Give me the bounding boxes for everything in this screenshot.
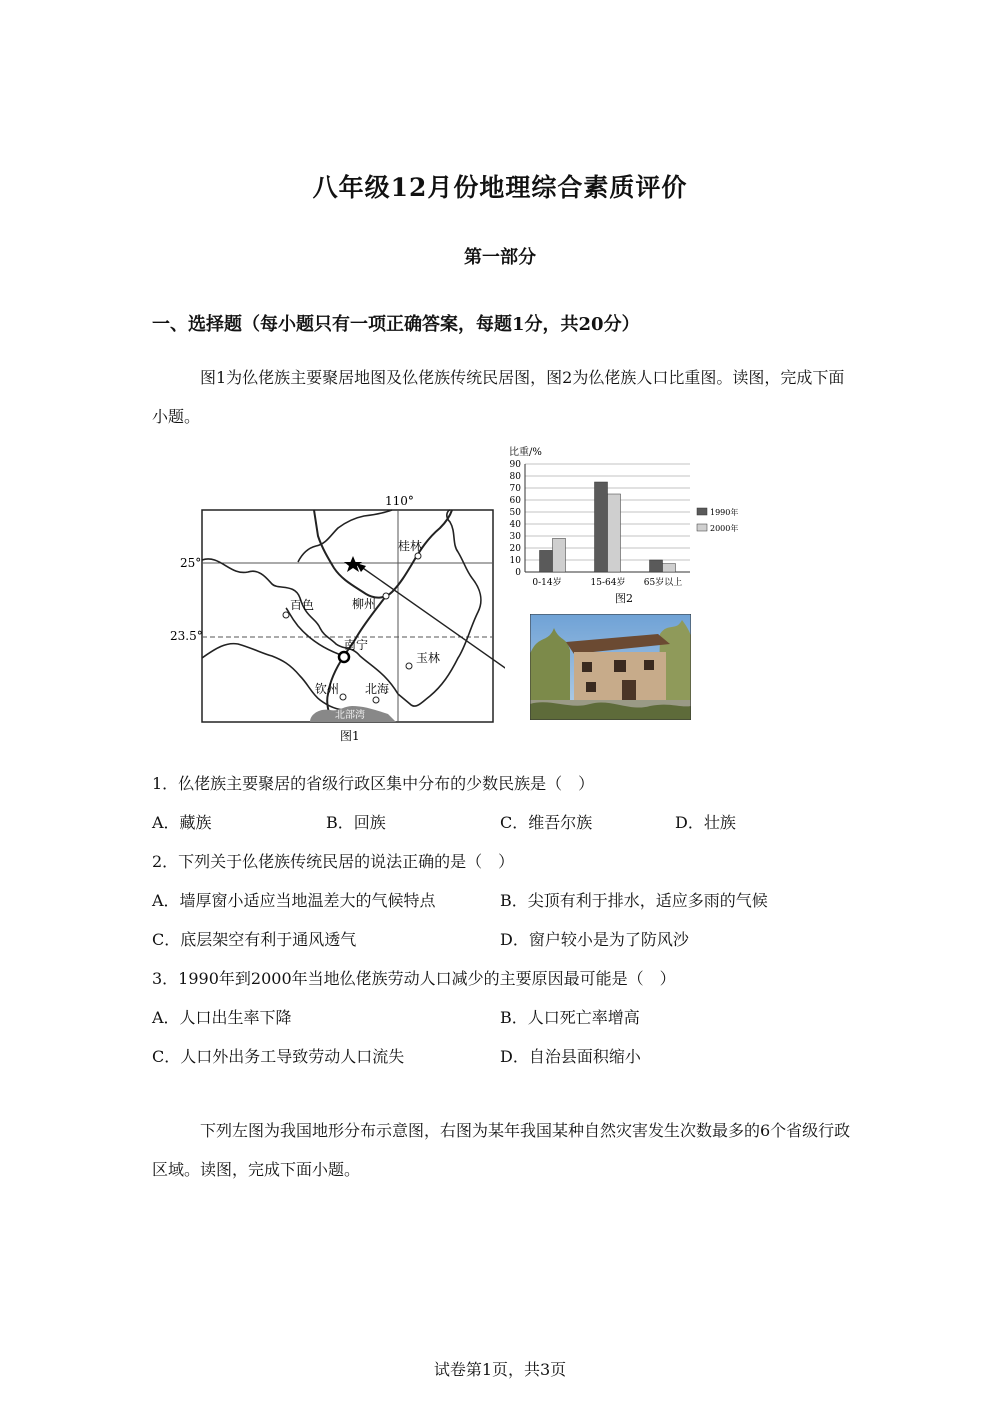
- page-title: 八年级12月份地理综合素质评价: [312, 173, 688, 202]
- figure-1-caption: 图1: [340, 729, 360, 743]
- map-frame: [202, 510, 493, 722]
- q2-option-b[interactable]: B．尖顶有利于排水，适应多雨的气候: [500, 891, 768, 910]
- figure-2-chart: [505, 442, 750, 610]
- y-tick: 30: [509, 532, 521, 542]
- bar-1990-2: [650, 560, 663, 572]
- q1-option-d[interactable]: D．壮族: [675, 813, 736, 832]
- y-tick: 50: [509, 508, 521, 518]
- city-label-qinzhou: 钦州: [315, 682, 340, 696]
- q3-option-c[interactable]: C．人口外出务工导致劳动人口流失: [152, 1047, 405, 1066]
- y-tick-labels: [510, 460, 522, 578]
- figure-1-map: [160, 488, 505, 748]
- q3-option-b[interactable]: B．人口死亡率增高: [500, 1008, 640, 1027]
- q1-option-a[interactable]: A．藏族: [152, 813, 212, 832]
- city-dot-yulin: [406, 663, 412, 669]
- bar-2000-1: [608, 494, 621, 572]
- q2-option-c[interactable]: C．底层架空有利于通风透气: [152, 930, 357, 949]
- city-label-baise: 百色: [290, 598, 315, 612]
- y-tick: 40: [509, 520, 521, 530]
- lat-label-25: 25°: [180, 556, 202, 570]
- y-tick: 60: [509, 496, 521, 506]
- x-tick-label: 15-64岁: [590, 578, 626, 588]
- q1-option-b[interactable]: B．回族: [326, 813, 386, 832]
- city-label-beihai: 北海: [365, 682, 390, 696]
- chart-bars: [540, 482, 676, 572]
- q2-option-d[interactable]: D．窗户较小是为了防风沙: [500, 930, 689, 949]
- city-dot-liuzhou: [383, 593, 389, 599]
- question-2-stem: 2．下列关于仫佬族传统民居的说法正确的是（ ）: [152, 852, 515, 871]
- city-dot-beihai: [373, 697, 379, 703]
- bar-2000-0: [553, 538, 566, 572]
- figure-2-caption: 图2: [615, 592, 633, 605]
- part-heading: 第一部分: [464, 247, 536, 268]
- q1-option-c[interactable]: C．维吾尔族: [500, 813, 593, 832]
- city-label-guilin: 桂林: [398, 539, 423, 553]
- y-tick: 80: [509, 472, 521, 482]
- page-footer: 试卷第1页，共3页: [433, 1360, 567, 1379]
- bar-2000-2: [663, 564, 676, 572]
- intro-paragraph-2: 下列左图为我国地形分布示意图，右图为某年我国某种自然灾害发生次数最多的6个省级行政区域。读图，完成下面小题。: [152, 1121, 851, 1179]
- province-boundary: [202, 510, 481, 706]
- question-3-stem: 3．1990年到2000年当地仫佬族劳动人口减少的主要原因最可能是（ ）: [152, 969, 676, 988]
- y-tick: 90: [509, 460, 521, 470]
- city-dot-nanning: [339, 652, 349, 662]
- question-1-stem: 1．仫佬族主要聚居的省级行政区集中分布的少数民族是（ ）: [152, 774, 595, 793]
- q2-option-a[interactable]: A．墙厚窗小适应当地温差大的气候特点: [152, 891, 436, 910]
- legend-swatch-1990: [697, 508, 707, 515]
- bay-label: 北部湾: [335, 710, 365, 721]
- section-heading: 一、选择题（每小题只有一项正确答案，每题1分，共20分）: [152, 314, 640, 335]
- bar-1990-1: [595, 482, 608, 572]
- lon-label: 110°: [385, 494, 414, 508]
- city-label-liuzhou: 柳州: [352, 597, 377, 611]
- railway-west: [286, 608, 344, 656]
- x-tick-labels: [532, 576, 682, 588]
- y-tick: 70: [509, 484, 521, 494]
- legend-swatch-2000: [697, 524, 707, 531]
- western-border: [202, 644, 346, 710]
- pointer-line: [360, 566, 505, 684]
- city-dot-guilin: [415, 553, 421, 559]
- legend-label-2000: 2000年: [710, 524, 739, 533]
- house-photo: [530, 614, 691, 720]
- chart-ylabel: 比重/%: [509, 447, 542, 458]
- city-label-nanning: 南宁: [344, 638, 369, 652]
- q3-option-d[interactable]: D．自治县面积缩小: [500, 1047, 641, 1066]
- northern-border: [298, 510, 392, 562]
- x-tick-label: 0-14岁: [532, 578, 562, 588]
- x-tick-label: 65岁以上: [643, 578, 683, 588]
- q3-option-a[interactable]: A．人口出生率下降: [152, 1008, 292, 1027]
- city-dot-baise: [283, 612, 289, 618]
- legend-label-1990: 1990年: [710, 508, 739, 517]
- city-dot-qinzhou: [340, 694, 346, 700]
- lat-label-23-5: 23.5°: [170, 629, 203, 643]
- city-label-yulin: 玉林: [416, 651, 441, 665]
- railway-north: [314, 510, 452, 598]
- bar-1990-0: [540, 550, 553, 572]
- y-tick: 0: [515, 568, 521, 578]
- y-tick: 10: [509, 556, 521, 566]
- intro-paragraph-1: 图1为仫佬族主要聚居地图及仫佬族传统民居图，图2为仫佬族人口比重图。读图，完成下面小题。: [152, 368, 845, 426]
- y-tick: 20: [509, 544, 521, 554]
